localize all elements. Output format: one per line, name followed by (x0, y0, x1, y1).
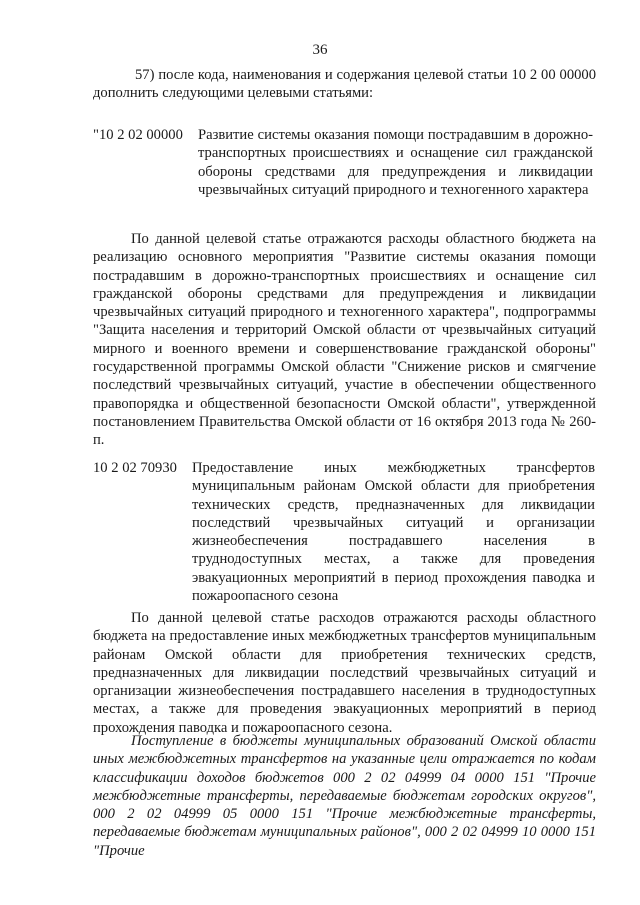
article-2-name: Предоставление иных межбюджетных трансфертов муниципальным районам Омской области для приобретения технических средств, предназначенных для ликвидации последствий чрезвычайных ситуаций и организации жизнеобеспечения пострадавшего населения в труднодоступных местах, а также для проведения эвакуационных мероприятий в период прохождения паводка и пожароопасного сезона (192, 460, 595, 605)
page-number: 36 (312, 42, 328, 58)
article-1-name: Развитие системы оказания помощи пострадавшим в дорожно-транспортных происшествиях и оснащение сил гражданской обороны средствами для предупреждения и ликвидации чрезвычайных ситуаций природного и техногенного характера (198, 127, 593, 198)
paragraph-1: По данной целевой статье отражаются расходы областного бюджета на реализацию основного мероприятия "Развитие системы оказания помощи пострадавшим в дорожно-транспортных происшествиях и оснащение сил гражданской обороны средствами для предупреждения и ликвидации чрезвычайных ситуаций природного и техногенного характера", подпрограммы "Защита населения и территорий Омской области от чрезвычайных ситуаций мирного и военного времени и совершенствование гражданской обороны" государственной программы Омской области "Снижение рисков и смягчение последствий чрезвычайных ситуаций, участие в обеспечении общественного правопорядка и общественной безопасности Омской области", утвержденной постановлением Правительства Омской области от 16 октября 2013 года № 260-п. (93, 231, 596, 449)
article-2-code: 10 2 02 70930 (93, 460, 177, 476)
paragraph-2: По данной целевой статье расходов отражаются расходы областного бюджета на предоставление иных межбюджетных трансфертов муниципальным районам Омской области для приобретения технических средств, предназначенных для ликвидации последствий чрезвычайных ситуаций и организации жизнеобеспечения пострадавшего населения в труднодоступных местах, а также для проведения эвакуационных мероприятий в период прохождения паводка и пожароопасного сезона. (93, 610, 596, 736)
intro-paragraph: 57) после кода, наименования и содержания целевой статьи 10 2 00 00000 дополнить следующими целевыми статьями: (93, 67, 596, 102)
paragraph-3: Поступление в бюджеты муниципальных образований Омской области иных межбюджетных трансфертов на указанные цели отражается по кодам классификации доходов бюджетов 000 2 02 04999 04 0000 151 "Прочие межбюджетные трансферты, передаваемые бюджетам городских округов", 000 2 02 04999 05 0000 151 "Прочие межбюджетные трансферты, передаваемые бюджетам муниципальных районов", 000 2 02 04999 10 0000 151 "Прочие (93, 733, 596, 859)
article-1-code: "10 2 02 00000 (93, 127, 183, 143)
